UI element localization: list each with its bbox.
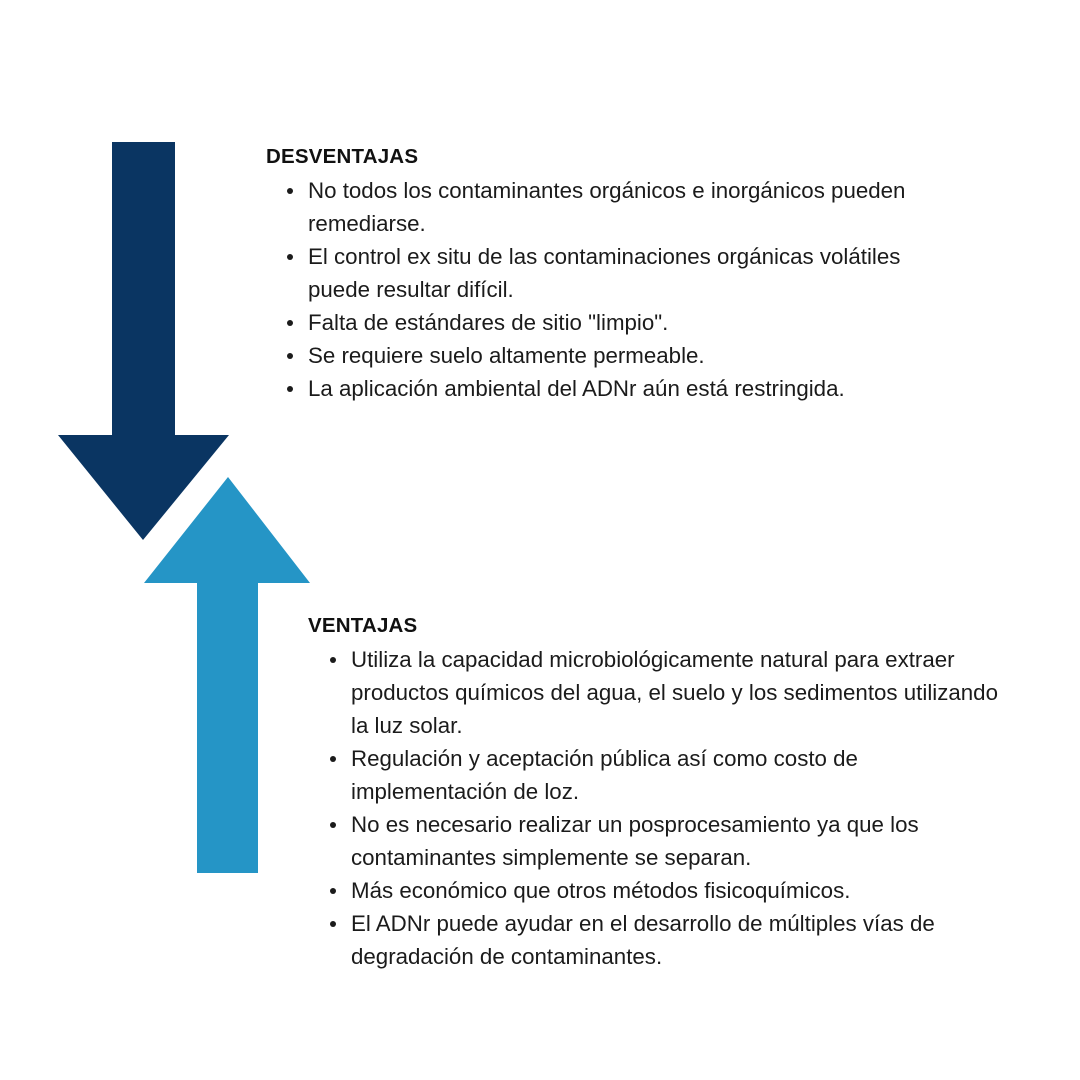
disadvantages-section [266, 144, 926, 405]
list-item: La aplicación ambiental del ADNr aún está restringida. [285, 372, 926, 405]
disadvantages-heading: DESVENTAJAS [266, 145, 419, 168]
advantages-heading: VENTAJAS [308, 614, 418, 637]
list-item: El ADNr puede ayudar en el desarrollo de múltiples vías de degradación de contaminantes. [328, 907, 1016, 973]
list-item: Utiliza la capacidad microbiológicamente natural para extraer productos químicos del agua, el suelo y los sedimentos utilizando la luz solar. [328, 643, 1016, 742]
list-item: Se requiere suelo altamente permeable. [285, 339, 926, 372]
list-item: El control ex situ de las contaminaciones orgánicas volátiles puede resultar difícil. [285, 240, 926, 306]
disadvantages-list [285, 174, 926, 405]
down-arrow-icon [58, 142, 229, 540]
advantages-list [328, 643, 1016, 973]
list-item: No es necesario realizar un posprocesamiento ya que los contaminantes simplemente se separan. [328, 808, 1016, 874]
list-item: Falta de estándares de sitio "limpio". [285, 306, 926, 339]
advantages-section [308, 613, 1016, 973]
list-item: Más económico que otros métodos fisicoquímicos. [328, 874, 1016, 907]
list-item: Regulación y aceptación pública así como costo de implementación de loz. [328, 742, 1016, 808]
up-arrow-icon [144, 477, 310, 873]
list-item: No todos los contaminantes orgánicos e inorgánicos pueden remediarse. [285, 174, 926, 240]
